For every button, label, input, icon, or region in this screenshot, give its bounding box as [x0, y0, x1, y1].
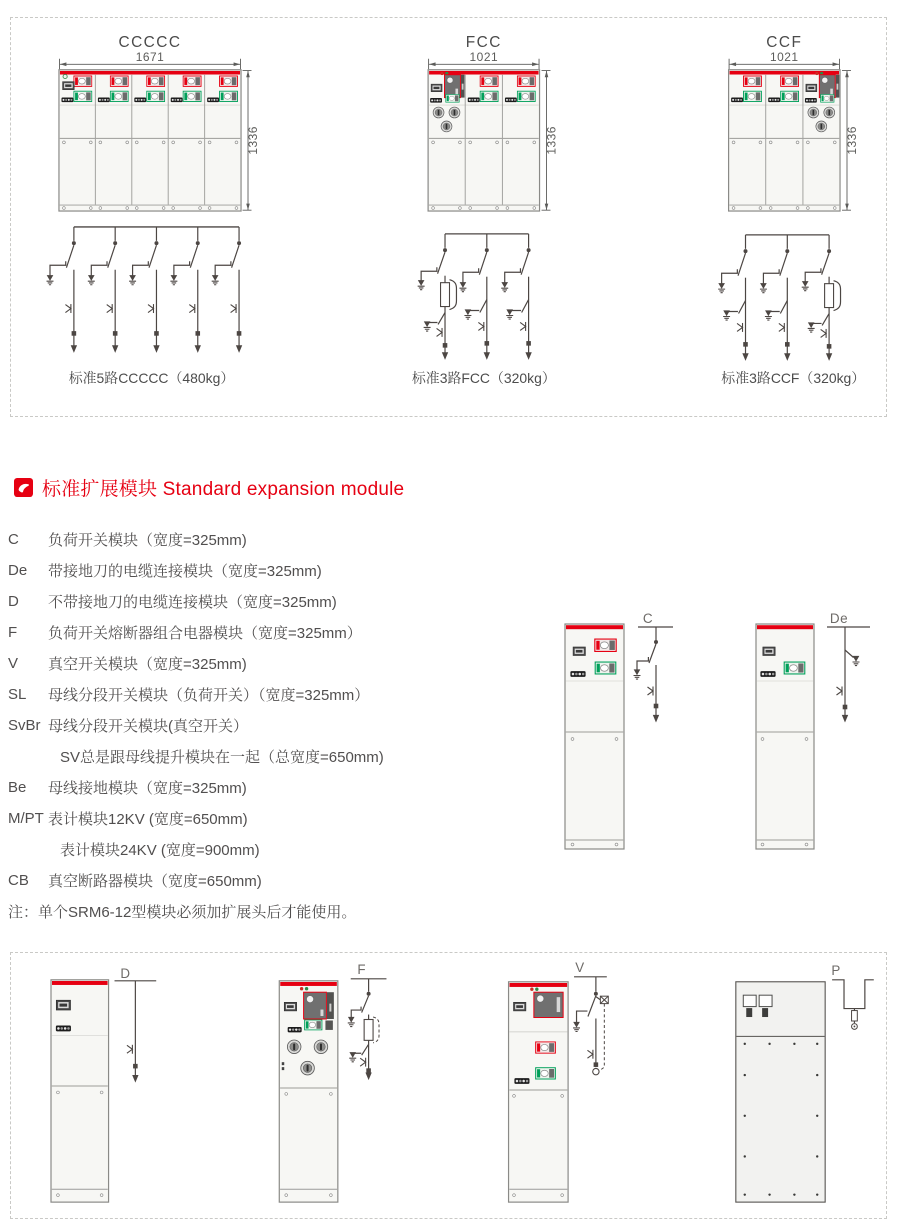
red-swoosh-icon [14, 478, 33, 497]
module-list-item [8, 679, 553, 710]
height-dimension: 1336 [844, 126, 859, 155]
figure-label: CCCCC [118, 33, 182, 51]
section-title: 标准扩展模块 Standard expansion module [42, 479, 405, 500]
figure-label: V [575, 959, 585, 975]
module-code: V [8, 655, 19, 672]
module-code: F [8, 624, 18, 641]
expansion-modules-drawing [11, 953, 886, 1218]
module-description: 母线分段开关模块(真空开关） [48, 718, 248, 735]
module-list-item [8, 834, 553, 865]
single-line-f [348, 979, 387, 1079]
module-description: SV总是跟母线提升模块在一起（总宽度=650mm) [60, 749, 384, 766]
figure-fcc [412, 34, 559, 386]
width-dimension: 1671 [135, 49, 165, 64]
module-list-item [8, 617, 553, 648]
cabinet-front-de [756, 624, 814, 849]
figure-label: De [829, 611, 849, 626]
module-code: SL [8, 686, 27, 703]
module-description: 母线接地模块（宽度=325mm) [48, 780, 247, 797]
module-description: 负荷开关模块（宽度=325mm) [48, 532, 247, 549]
module-code: De [8, 562, 28, 579]
cabinet-front-v [509, 982, 569, 1202]
module-description: 带接地刀的电缆连接模块（宽度=325mm) [48, 563, 322, 580]
module-list-item [8, 710, 553, 741]
width-dimension: 1021 [469, 49, 499, 64]
expansion-modules-panel [10, 952, 887, 1219]
cabinet-front-d [51, 980, 109, 1202]
module-list-item [8, 648, 553, 679]
single-line-v [573, 977, 608, 1075]
module-code: CB [8, 872, 29, 889]
cabinet-front-fcc [428, 70, 539, 211]
module-description: 表计模块12KV (宽度=650mm) [48, 811, 248, 828]
single-line-p [832, 980, 874, 1030]
figure-ccf [718, 34, 865, 386]
module-description: 真空断路器模块（宽度=650mm) [48, 873, 262, 890]
figure-label: FCC [465, 33, 502, 51]
module-list-item [8, 555, 553, 586]
module-code: Be [8, 779, 27, 796]
module-code: D [8, 593, 19, 610]
single-line-d [115, 981, 157, 1081]
expansion-module-figures [552, 598, 892, 860]
module-list-item [8, 772, 553, 803]
figure-label: D [120, 965, 131, 981]
module-description: 母线分段开关模块（负荷开关）（宽度=325mm） [48, 687, 370, 704]
module-list-item [8, 586, 553, 617]
height-dimension: 1336 [245, 126, 260, 155]
module-description: 负荷开关熔断器组合电器模块（宽度=325mm） [48, 625, 362, 642]
standard-combinations-drawing [11, 18, 886, 416]
module-code: M/PT [8, 810, 44, 827]
figure-label: P [831, 962, 841, 978]
standard-combinations-panel [10, 17, 887, 417]
cabinet-front-c [565, 624, 624, 849]
cabinet-front-f [279, 981, 338, 1202]
module-description: 真空开关模块（宽度=325mm) [48, 656, 247, 673]
module-list-item [8, 741, 553, 772]
module-code: SvBr [8, 717, 41, 734]
figure-ccccc [47, 34, 260, 386]
single-line-diagram-fcc [418, 234, 531, 358]
figure-caption: 标准3路CCF（320kg） [721, 370, 866, 387]
cabinet-front-ccf [729, 70, 840, 211]
figure-caption: 标准5路CCCCC（480kg） [68, 370, 235, 387]
module-list-item [8, 865, 553, 896]
note-text: 注：单个SRM6-12型模块必须加扩展头后才能使用。 [8, 904, 357, 921]
figure-label: F [357, 961, 366, 977]
section-heading [14, 474, 404, 501]
module-list-item [8, 524, 553, 555]
module-list-note [8, 896, 553, 927]
figure-label: C [642, 611, 654, 626]
cabinet-front-p [736, 982, 825, 1202]
module-code: C [8, 531, 19, 548]
module-list-item [8, 803, 553, 834]
height-dimension: 1336 [544, 126, 559, 155]
single-line-diagram-ccccc [47, 227, 242, 351]
module-list [8, 524, 553, 927]
single-line-de [827, 627, 870, 721]
figure-caption: 标准3路FCC（320kg） [411, 370, 556, 387]
module-description: 不带接地刀的电缆连接模块（宽度=325mm) [48, 594, 337, 611]
cabinet-front-ccccc [59, 70, 241, 211]
single-line-diagram-ccf [718, 235, 840, 359]
figure-label: CCF [766, 33, 803, 51]
single-line-c [634, 627, 674, 721]
width-dimension: 1021 [770, 49, 799, 64]
module-description: 表计模块24KV (宽度=900mm) [60, 842, 260, 859]
